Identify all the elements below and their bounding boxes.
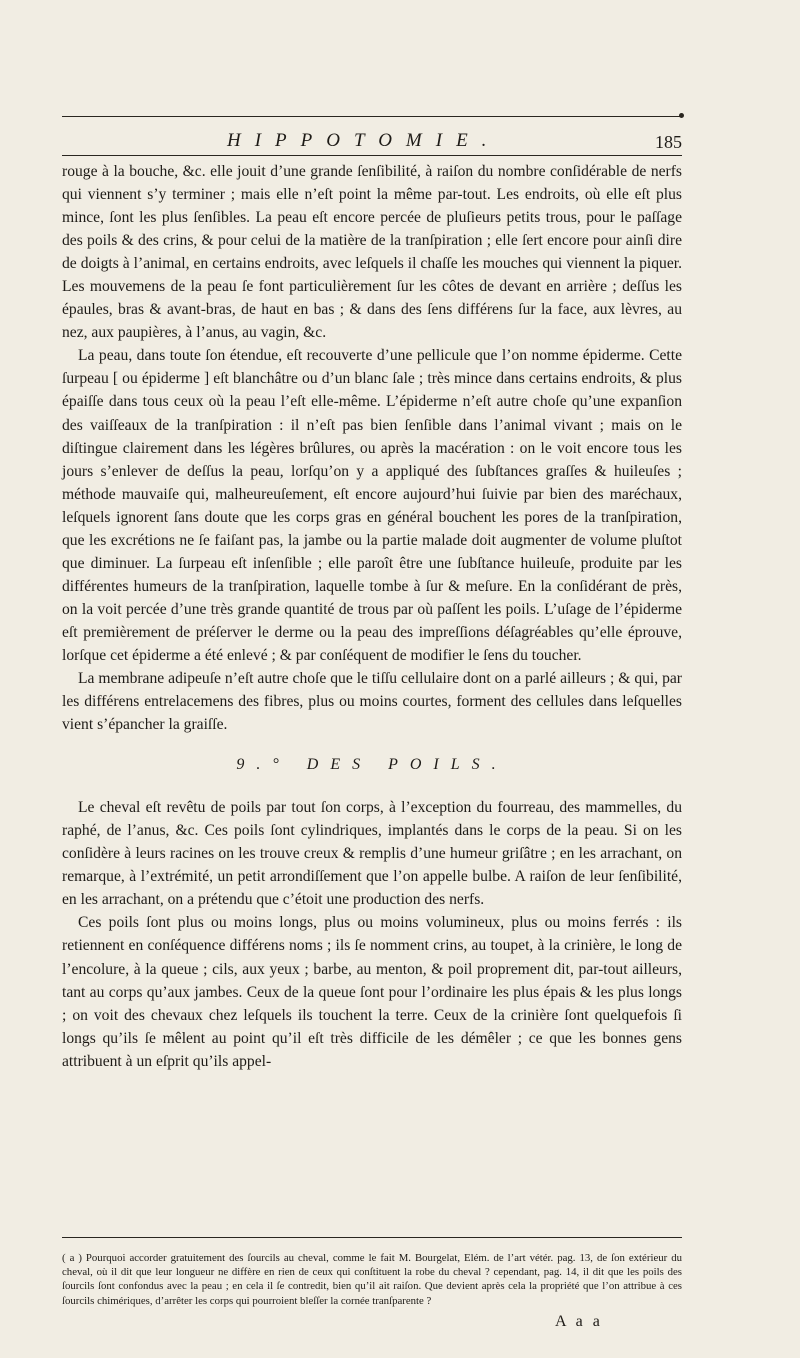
paragraph: La peau, dans toute ſon étendue, eſt recouverte d’une pellicule que l’on nomme épiderme. Cette ſurpeau [ ou épiderme ] eſt blanchâtre ou d’un blanc ſale ; très mince dans certains endroits, & plus épaiſſe dans tous ceux où la peau l’eſt elle-même. L’épiderme n’eſt autre choſe qu’une expanſion des vaiſſeaux de la tranſpiration : il n’eſt pas bien ſenſible dans l’animal vivant ; mais on le diſtingue clairement dans les légères brûlures, ou après la macération : on le voit encore tous les jours s’enlever de deſſus la peau, lorſqu’on y a appliqué des ſubſtances graſſes & huileuſes ; méthode mauvaiſe qui, malheureuſement, eſt encore aujourd’hui ſuivie par bien des maréchaux, leſquels ignorent ſans doute que les corps gras en général bouchent les pores de la tranſpiration, que les excrétions ne ſe faiſant pas, la jambe ou la partie malade doit augmenter de volume pluſtot que diminuer. La ſurpeau eſt inſenſible ; elle paroît être une ſubſtance huileuſe, produite par les différentes humeurs de la tranſpiration, laquelle tombe à ſur & meſure. En la conſidérant de près, on la voit percée d’une très grande quantité de trous par où paſſent les poils. L’uſage de l’épiderme eſt premièrement de préſerver le derme ou la peau des impreſſions déſagréables qu’elle éprouve, lorſque cet épiderme a été enlevé ; & par conſéquent de modifier le ſens du toucher.	[62, 347, 682, 664]
section-title: 9.° DES POILS.	[236, 756, 508, 774]
top-rule	[62, 116, 682, 117]
header-rule	[62, 155, 682, 156]
signature-mark: A a a	[555, 1313, 603, 1330]
page-header	[62, 130, 682, 158]
page-number: 185	[655, 132, 682, 152]
paragraph: Le cheval eſt revêtu de poils par tout ſon corps, à l’exception du fourreau, des mammelles, du raphé, de l’anus, &c. Ces poils ſont cylindriques, implantés dans le corps de la peau. Si on les conſidère à leurs racines on les trouve creux & remplis d’une humeur griſâtre ; en les arrachant, on remarque, à l’extrémité, un petit arrondiſſement que l’on appelle bulbe. A raiſon de leur ſenſibilité, en les arrachant, on a prétendu que c’étoit une production des nerfs.	[62, 799, 682, 909]
footnote-rule	[62, 1237, 682, 1238]
running-title: HIPPOTOMIE.	[227, 130, 501, 151]
paragraph: La membrane adipeuſe n’eſt autre choſe que le tiſſu cellulaire dont on a parlé ailleurs ; & qui, par les différens entrelacemens des fibres, plus ou moins courtes, forment des cellules dans leſquelles vient s’épancher la graiſſe.	[62, 670, 682, 734]
paragraph: rouge à la bouche, &c. elle jouit d’une grande ſenſibilité, à raiſon du nombre conſidérable de nerfs qui viennent s’y terminer ; mais elle n’eſt point la même par-tout. Les endroits, où elle eſt plus mince, ſont les plus ſenſibles. La peau eſt encore percée de pluſieurs petits trous, pour le paſſage des poils & des crins, & pour celui de la matière de la tranſpiration ; elle ſert encore pour ainſi dire de doigts à l’animal, en certains endroits, avec leſquels il chaſſe les mouches qui viennent la piquer. Les mouvemens de la peau ſe font particulièrement ſur les côtes de devant en arrière ; deſſus les épaules, bras & avant-bras, de haut en bas ; & dans des ſens différens ſur la face, aux lèvres, au nez, aux paupières, à l’anus, au vagin, &c.	[62, 163, 682, 342]
body-text	[62, 160, 682, 1073]
footnote: ( a ) Pourquoi accorder gratuitement des ſourcils au cheval, comme le fait M. Bourgelat, Elém. de l’art vétér. pag. 13, de ſon extérieur du cheval, où il dit que leur longueur ne diffère en rien de ceux qui conſtituent la robe du cheval ? cependant, pag. 14, il dit que les poils des ſourcils ſont confondus avec la peau ; en cela il ſe contredit, bien qu’il ait raiſon. Que devient après cela la propriété que l’on attribue à ces ſourcils chimériques, d’arrêter les corps qui pourroient bleſſer la cornée tranſparente ?	[62, 1252, 682, 1307]
paragraph: Ces poils ſont plus ou moins longs, plus ou moins volumineux, plus ou moins ferrés : ils retiennent en conſéquence différens noms ; ils ſe nomment crins, au toupet, à la crinière, le long de l’encolure, à la queue ; cils, aux yeux ; barbe, au menton, & poil proprement dit, par-tout ailleurs, tant au corps qu’aux jambes. Ceux de la queue ſont pour l’ordinaire les plus épais & les plus longs ; on voit des chevaux chez leſquels ils touchent la terre. Ceux de la crinière ſont quelquefois ſi longs qu’ils ſe mêlent au point qu’il eſt très difficile de les démêler ; ce que les bonnes gens attribuent à un eſprit qu’ils appel-	[62, 914, 682, 1070]
